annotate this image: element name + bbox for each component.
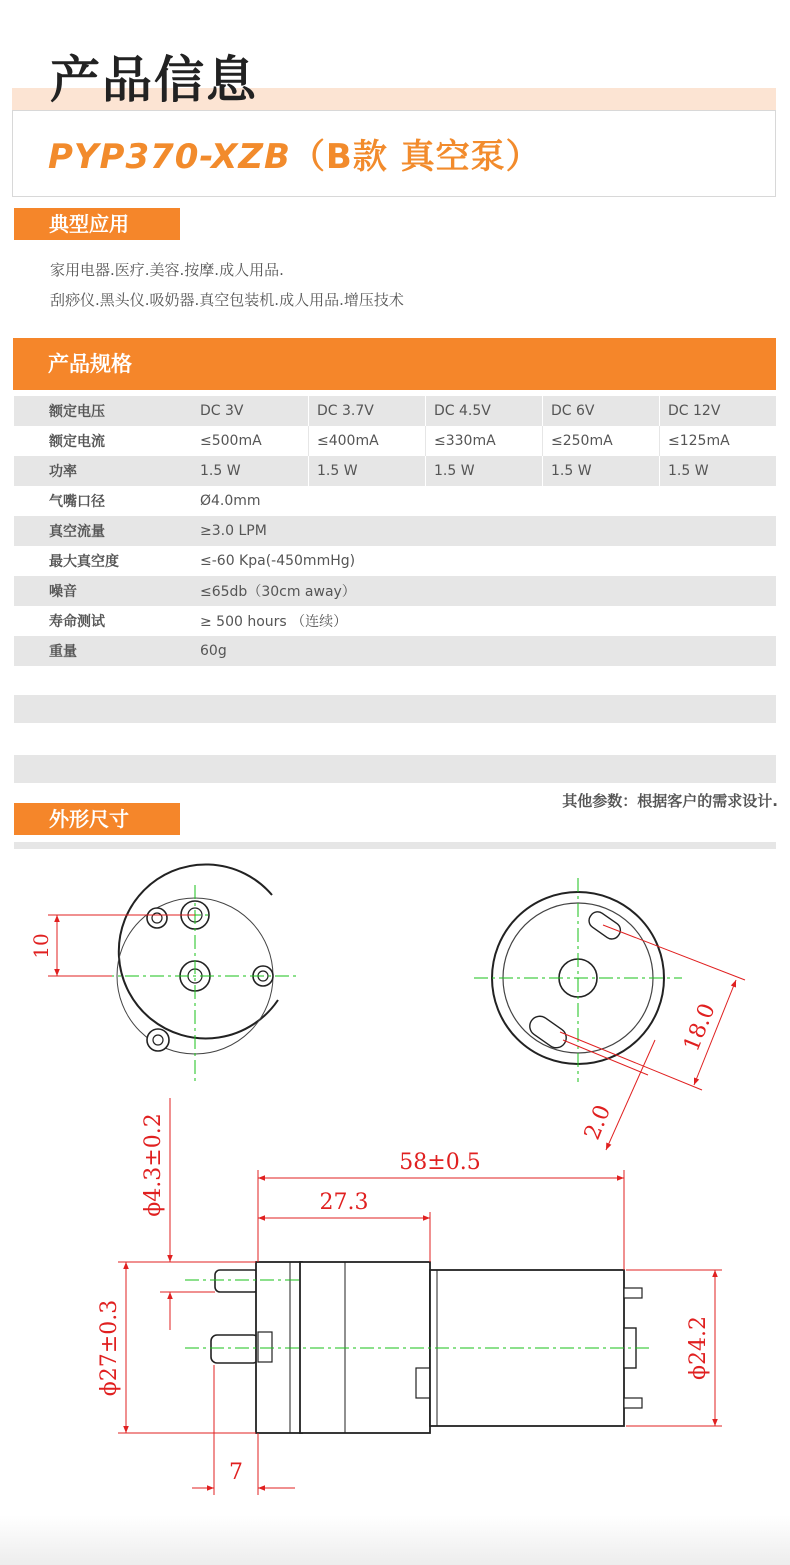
specs-header: 产品规格 [13, 338, 776, 390]
model-suffix: （B款 真空泵） [290, 137, 541, 177]
spec-value: DC 6V [543, 396, 660, 426]
spec-label: 重量 [14, 636, 192, 666]
spec-label: 最大真空度 [49, 554, 119, 570]
end-view-back [474, 878, 745, 1150]
applications-line-1: 家用电器.医疗.美容.按摩.成人用品. [50, 261, 284, 279]
spec-value: ≤125mA [668, 433, 730, 449]
spec-row-nozzle [14, 486, 776, 516]
blank-row [14, 695, 776, 723]
spec-value: 1.5 W [192, 456, 309, 486]
end-view-front [29, 864, 298, 1082]
dim-nozzle-length: 7 [229, 1460, 243, 1485]
applications-line-2: 刮痧仪.黑头仪.吸奶器.真空包装机.成人用品.增压技术 [50, 291, 404, 309]
footer-band [0, 1515, 790, 1565]
spec-value: ≥ 500 hours （连续） [200, 614, 348, 630]
dim-offset: 10 [29, 933, 53, 959]
side-view [97, 1098, 722, 1495]
spec-row-vacuum [14, 546, 776, 576]
dim-pitch: 18.0 [679, 1000, 721, 1055]
blank-row [14, 755, 776, 783]
dim-head-length: 27.3 [319, 1190, 369, 1215]
spec-value: 1.5 W [426, 456, 543, 486]
spec-value: 1.5 W [309, 456, 426, 486]
model-code: PYP370-XZB [48, 137, 291, 177]
spec-label: 真空流量 [14, 516, 192, 546]
divider [14, 842, 776, 849]
spec-row-weight [14, 636, 776, 666]
spec-label: 额定电压 [14, 396, 192, 426]
spec-value: ≤330mA [426, 426, 543, 456]
dim-length: 58±0.5 [399, 1150, 481, 1175]
note-text: 其他参数：根据客户的需求设计. [562, 792, 778, 810]
spec-label: 噪音 [14, 576, 192, 606]
spec-value: DC 12V [660, 396, 777, 426]
spec-row-life [14, 606, 776, 636]
spec-value: ≤500mA [192, 426, 309, 456]
dim-nozzle-offset: ϕ4.3±0.2 [141, 1113, 166, 1217]
spec-value: 1.5 W [543, 456, 660, 486]
spec-value: ≤250mA [543, 426, 660, 456]
model-name [48, 129, 541, 178]
spec-label: 气嘴口径 [49, 494, 105, 510]
dimensions-tag: 外形尺寸 [14, 803, 180, 835]
dim-motor-diameter: ϕ24.2 [686, 1316, 711, 1380]
page-title: 产品信息 [50, 51, 258, 109]
spec-row-noise [14, 576, 776, 606]
dim-body-diameter: ϕ27±0.3 [97, 1299, 122, 1397]
spec-label: 寿命测试 [49, 614, 105, 630]
spec-value: DC 3.7V [309, 396, 426, 426]
applications-tag: 典型应用 [14, 208, 180, 240]
spec-value: Ø4.0mm [200, 493, 261, 509]
spec-value: DC 4.5V [426, 396, 543, 426]
spec-row-flow [14, 516, 776, 546]
spec-value: ≥3.0 LPM [192, 516, 776, 546]
dimension-drawing [0, 860, 790, 1510]
spec-value: 1.5 W [660, 456, 777, 486]
spec-row-current [14, 426, 776, 456]
spec-value: ≤-60 Kpa(-450mmHg) [200, 553, 356, 569]
spec-label: 额定电流 [49, 434, 105, 450]
spec-table [14, 396, 776, 666]
spec-value: ≤65db（30cm away） [192, 576, 776, 606]
spec-value: ≤400mA [309, 426, 426, 456]
spec-value: 60g [192, 636, 776, 666]
dim-pin: 2.0 [579, 1101, 617, 1144]
spec-row-voltage [14, 396, 776, 426]
spec-row-power [14, 456, 776, 486]
spec-label: 功率 [14, 456, 192, 486]
spec-value: DC 3V [192, 396, 309, 426]
